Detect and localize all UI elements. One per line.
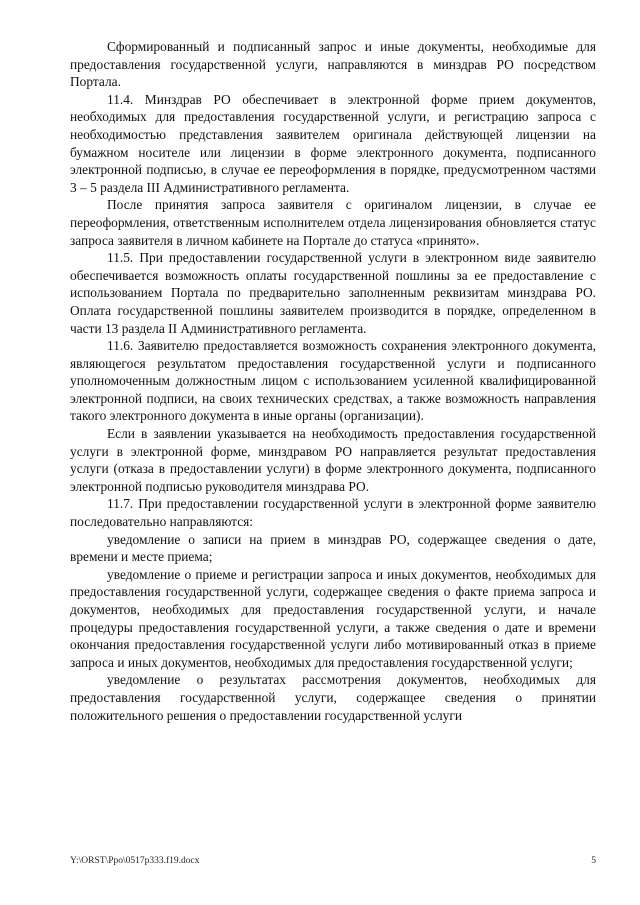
paragraph-11-6: 11.6. Заявителю предоставляется возможность сохранения электронного документа, являющегося результатом предоставления государственной услуги и подписанного уполномоченным должностным лицом с использованием усиленной квалифицированной электронной подписи, на своих технических средствах, а также возможность направления такого электронного документа в иные органы (организации).	[70, 338, 596, 424]
list-item-notice-results: уведомление о результатах рассмотрения документов, необходимых для предоставления государственной услуги, содержащее сведения о принятии положительного решения о предоставлении государственной услуги	[70, 672, 596, 723]
paragraph-11-7: 11.7. При предоставлении государственной услуги в электронной форме заявителю последовательно направляются:	[70, 496, 596, 530]
paragraph-11-5: 11.5. При предоставлении государственной услуги в электронном виде заявителю обеспечивается возможность оплаты государственной пошлины за ее предоставление с использованием Портала по предварительно заполненным реквизитам минздрава РО. Оплата государственной пошлины заявителем производится в порядке, определенном в части 13 раздела II Административного регламента.	[70, 250, 596, 336]
paragraph-after-acceptance: После принятия запроса заявителя с оригиналом лицензии, в случае ее переоформления, ответственным исполнителем отдела лицензирования обновляется статус запроса заявителя в личном кабинете на Портале до статуса «принято».	[70, 197, 596, 248]
list-item-notice-registration: уведомление о приеме и регистрации запроса и иных документов, необходимых для предоставления государственной услуги, содержащее сведения о факте приема запроса и документов, необходимых для предоставления государственной услуги, и начале процедуры предоставления государственной услуги, а также сведения о дате и времени окончания предоставления государственной услуги либо мотивированный отказ в приеме запроса и иных документов, необходимых для предоставления государственной услуги;	[70, 566, 596, 670]
paragraph-1: Сформированный и подписанный запрос и иные документы, необходимые для предоставления государственной услуги, направляются в минздрав РО посредством Портала.	[70, 39, 596, 90]
page-number: 5	[591, 856, 596, 866]
paragraph-11-4: 11.4. Минздрав РО обеспечивает в электронной форме прием документов, необходимых для предоставления государственной услуги, и регистрацию запроса с необходимостью представления заявителем оригинала действующей лицензии на бумажном носителе или лицензии в форме электронного документа, подписанного электронной подписью, в случае ее переоформления в порядке, предусмотренном частями 3 – 5 раздела III Административного регламента.	[70, 91, 596, 195]
list-item-notice-appointment: уведомление о записи на прием в минздрав РО, содержащее сведения о дате, времени и месте приема;	[70, 531, 596, 565]
file-path: Y:\ORST\Ppo\0517p333.f19.docx	[70, 856, 200, 866]
document-body	[70, 38, 596, 724]
paragraph-electronic-form: Если в заявлении указывается на необходимость предоставления государственной услуги в электронной форме, минздравом РО направляется результат предоставления услуги (отказа в предоставлении услуги) в форме электронного документа, подписанного электронной подписью руководителя минздрава РО.	[70, 426, 596, 494]
